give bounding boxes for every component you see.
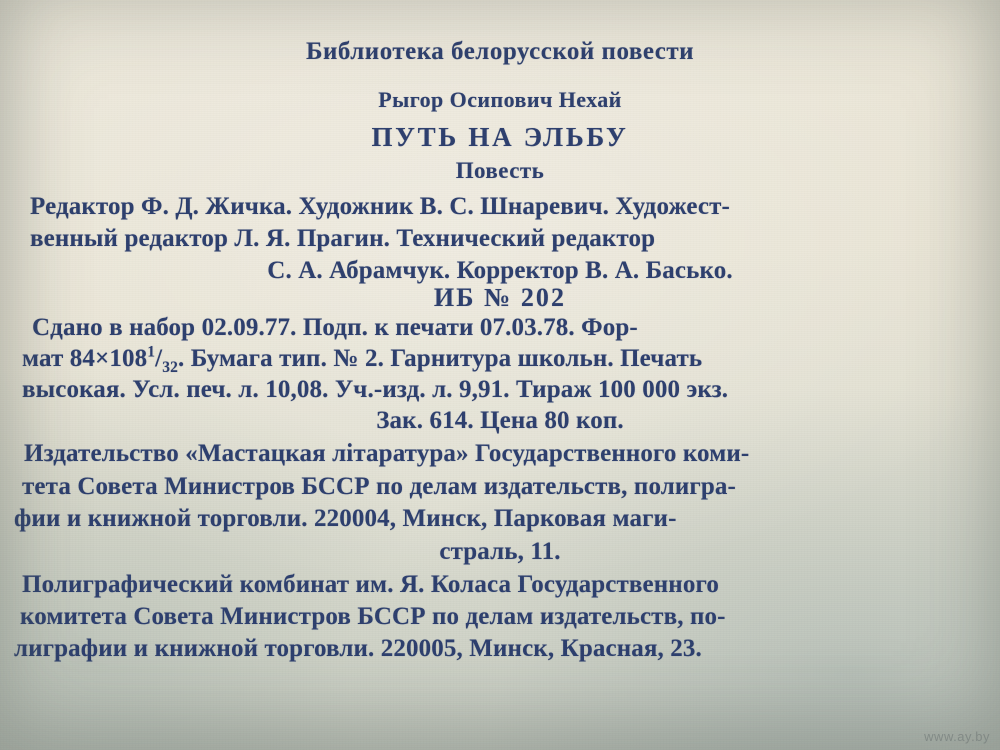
author-name: Рыгор Осипович Нехай bbox=[378, 87, 622, 112]
imprint-line: высокая. Усл. печ. л. 10,08. Уч.-изд. л. 9,91. Тираж 100 000 экз. bbox=[22, 376, 729, 403]
imprint-format-tail: . Бумага тип. № 2. Гарнитура школьн. Печать bbox=[177, 345, 703, 372]
format-fraction-denominator: 32 bbox=[162, 359, 178, 376]
imprint-line: Сдано в набор 02.09.77. Подп. к печати 07.03.78. Фор- bbox=[32, 314, 638, 341]
imprint-line-format: мат $84\times 108^1/_{32}$. Бумага тип. № 2. Гарнитура школьн. Печать bbox=[22, 343, 703, 376]
publisher-line: тета Совета Министров БССР по делам издательств, полигра- bbox=[22, 473, 736, 500]
credits-line: С. А. Абрамчук. Корректор В. А. Басько. bbox=[267, 257, 733, 284]
imprint-format-text: мат 84×108 bbox=[22, 345, 148, 372]
credits-line: Редактор Ф. Д. Жичка. Художник В. С. Шнаревич. Художест- bbox=[30, 193, 730, 220]
printer-line: Полиграфический комбинат им. Я. Коласа Государственного bbox=[22, 571, 719, 598]
publisher-line: Издательство «Мастацкая літаратура» Государственного коми- bbox=[24, 440, 750, 467]
publisher-line: страль, 11. bbox=[439, 538, 561, 565]
format-fraction-numerator: 1 bbox=[147, 343, 156, 361]
imprint-line: Зак. 614. Цена 80 коп. bbox=[376, 407, 624, 434]
genre-label: Повесть bbox=[455, 158, 545, 183]
printer-line: комитета Совета Министров БССР по делам издательств, по- bbox=[20, 603, 726, 630]
publisher-line: фии и книжной торговли. 220004, Минск, Парковая маги- bbox=[14, 505, 677, 532]
ib-number: ИБ № 202 bbox=[433, 283, 567, 312]
printer-line: лиграфии и книжной торговли. 220005, Минск, Красная, 23. bbox=[14, 635, 702, 662]
series-title: Библиотека белорусской повести bbox=[305, 38, 695, 65]
site-watermark: www.ay.by bbox=[924, 729, 990, 744]
credits-line: венный редактор Л. Я. Прагин. Технический редактор bbox=[30, 225, 656, 252]
book-title: ПУТЬ НА ЭЛЬБУ bbox=[371, 122, 629, 152]
